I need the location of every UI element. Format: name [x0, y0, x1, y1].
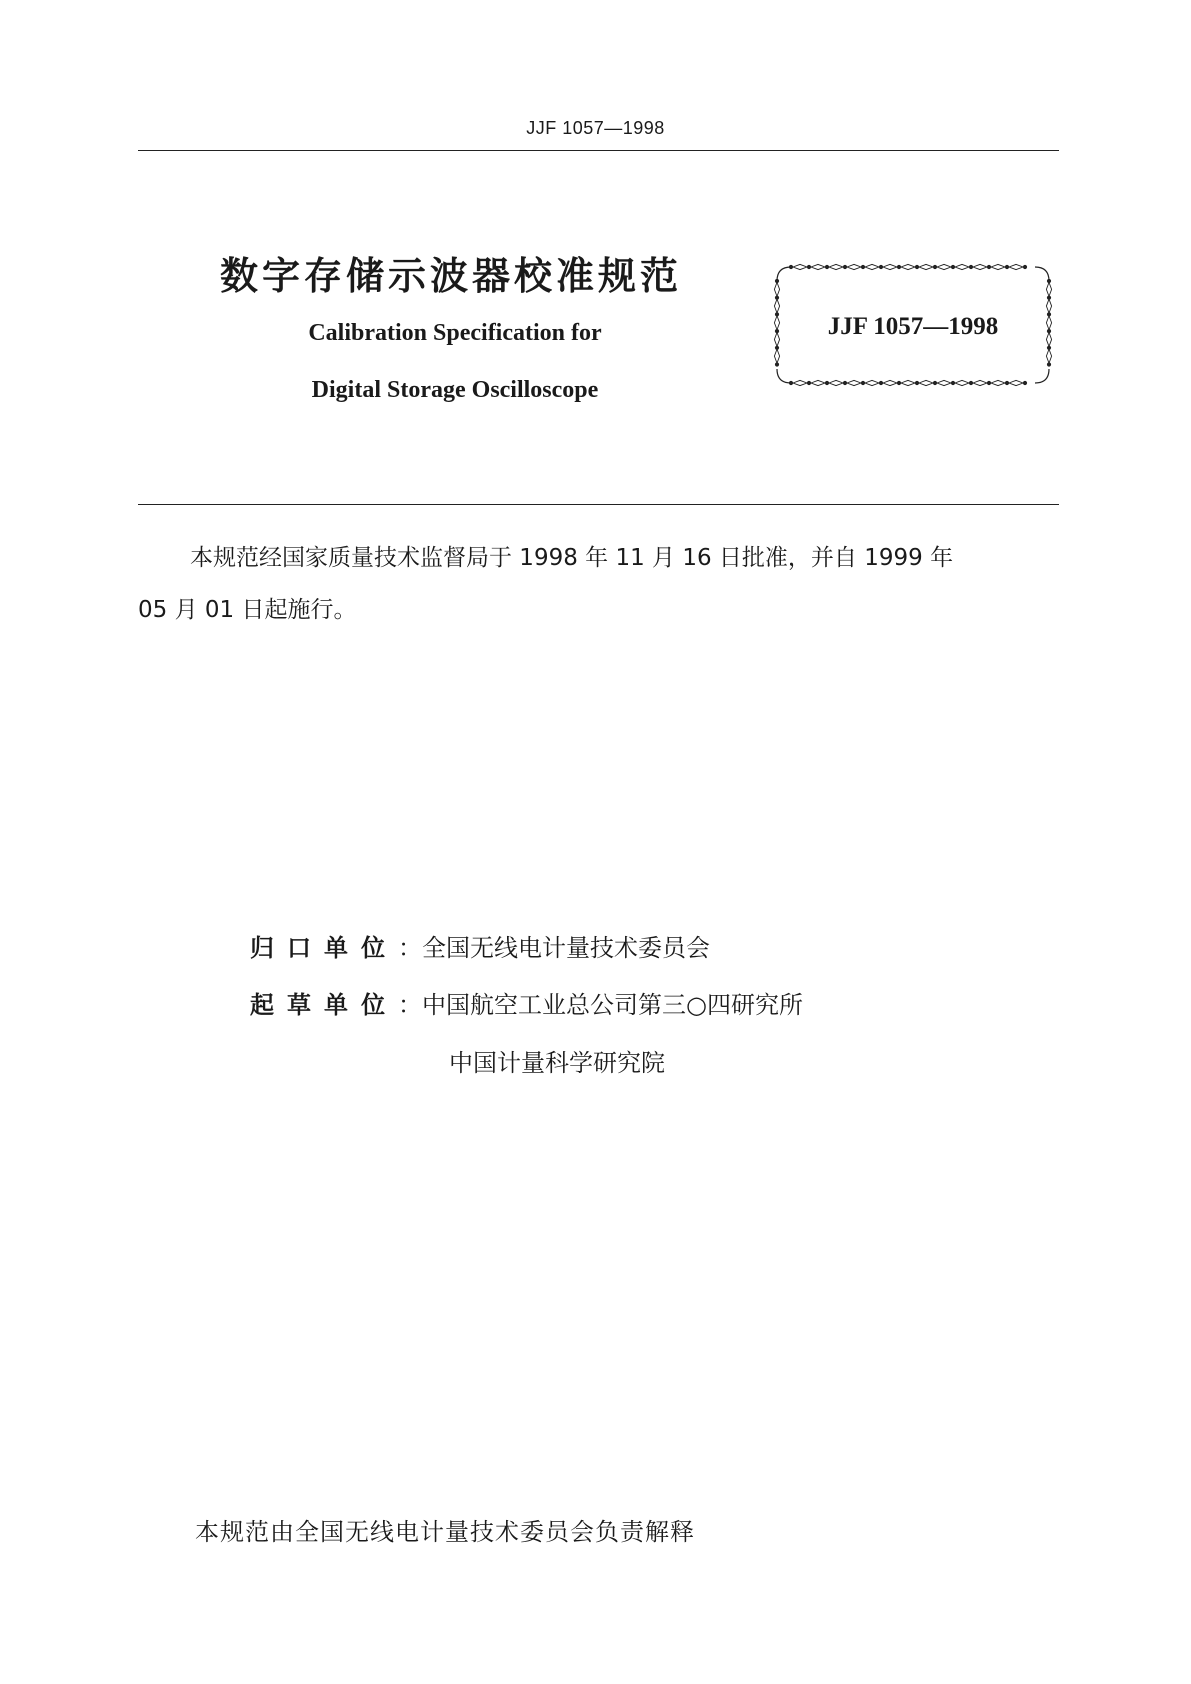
drafting-unit-value-1: 中国航空工业总公司第三○四研究所 — [422, 991, 803, 1019]
responsible-unit-separator: ： — [398, 934, 422, 962]
drafting-unit-label: 起草单位 — [250, 991, 398, 1019]
section-rule — [138, 504, 1059, 505]
document-title-english-line1: Calibration Specification for — [308, 320, 602, 346]
approval-line-1: 本规范经国家质量技术监督局于 1998 年 11 月 16 日批准，并自 1999 年 — [190, 545, 954, 571]
responsible-unit-label: 归口单位 — [250, 934, 398, 962]
responsible-unit-row — [250, 928, 710, 963]
header-rule — [138, 150, 1059, 151]
approval-line-2: 05 月 01 日起施行。 — [138, 597, 357, 623]
drafting-unit-row — [250, 985, 803, 1020]
running-header: JJF 1057—1998 — [526, 118, 665, 138]
approval-statement — [138, 532, 1059, 636]
drafting-unit-value-2: 中国计量科学研究院 — [449, 1049, 665, 1077]
drafting-unit-separator: ： — [398, 991, 422, 1019]
interpretation-note: 本规范由全国无线电计量技术委员会负责解释 — [195, 1518, 695, 1546]
responsible-unit-value: 全国无线电计量技术委员会 — [422, 934, 710, 962]
specification-code: JJF 1057—1998 — [827, 313, 999, 340]
document-title-english-line2: Digital Storage Oscilloscope — [311, 377, 599, 403]
document-title-chinese: 数字存储示波器校准规范 — [220, 254, 683, 298]
